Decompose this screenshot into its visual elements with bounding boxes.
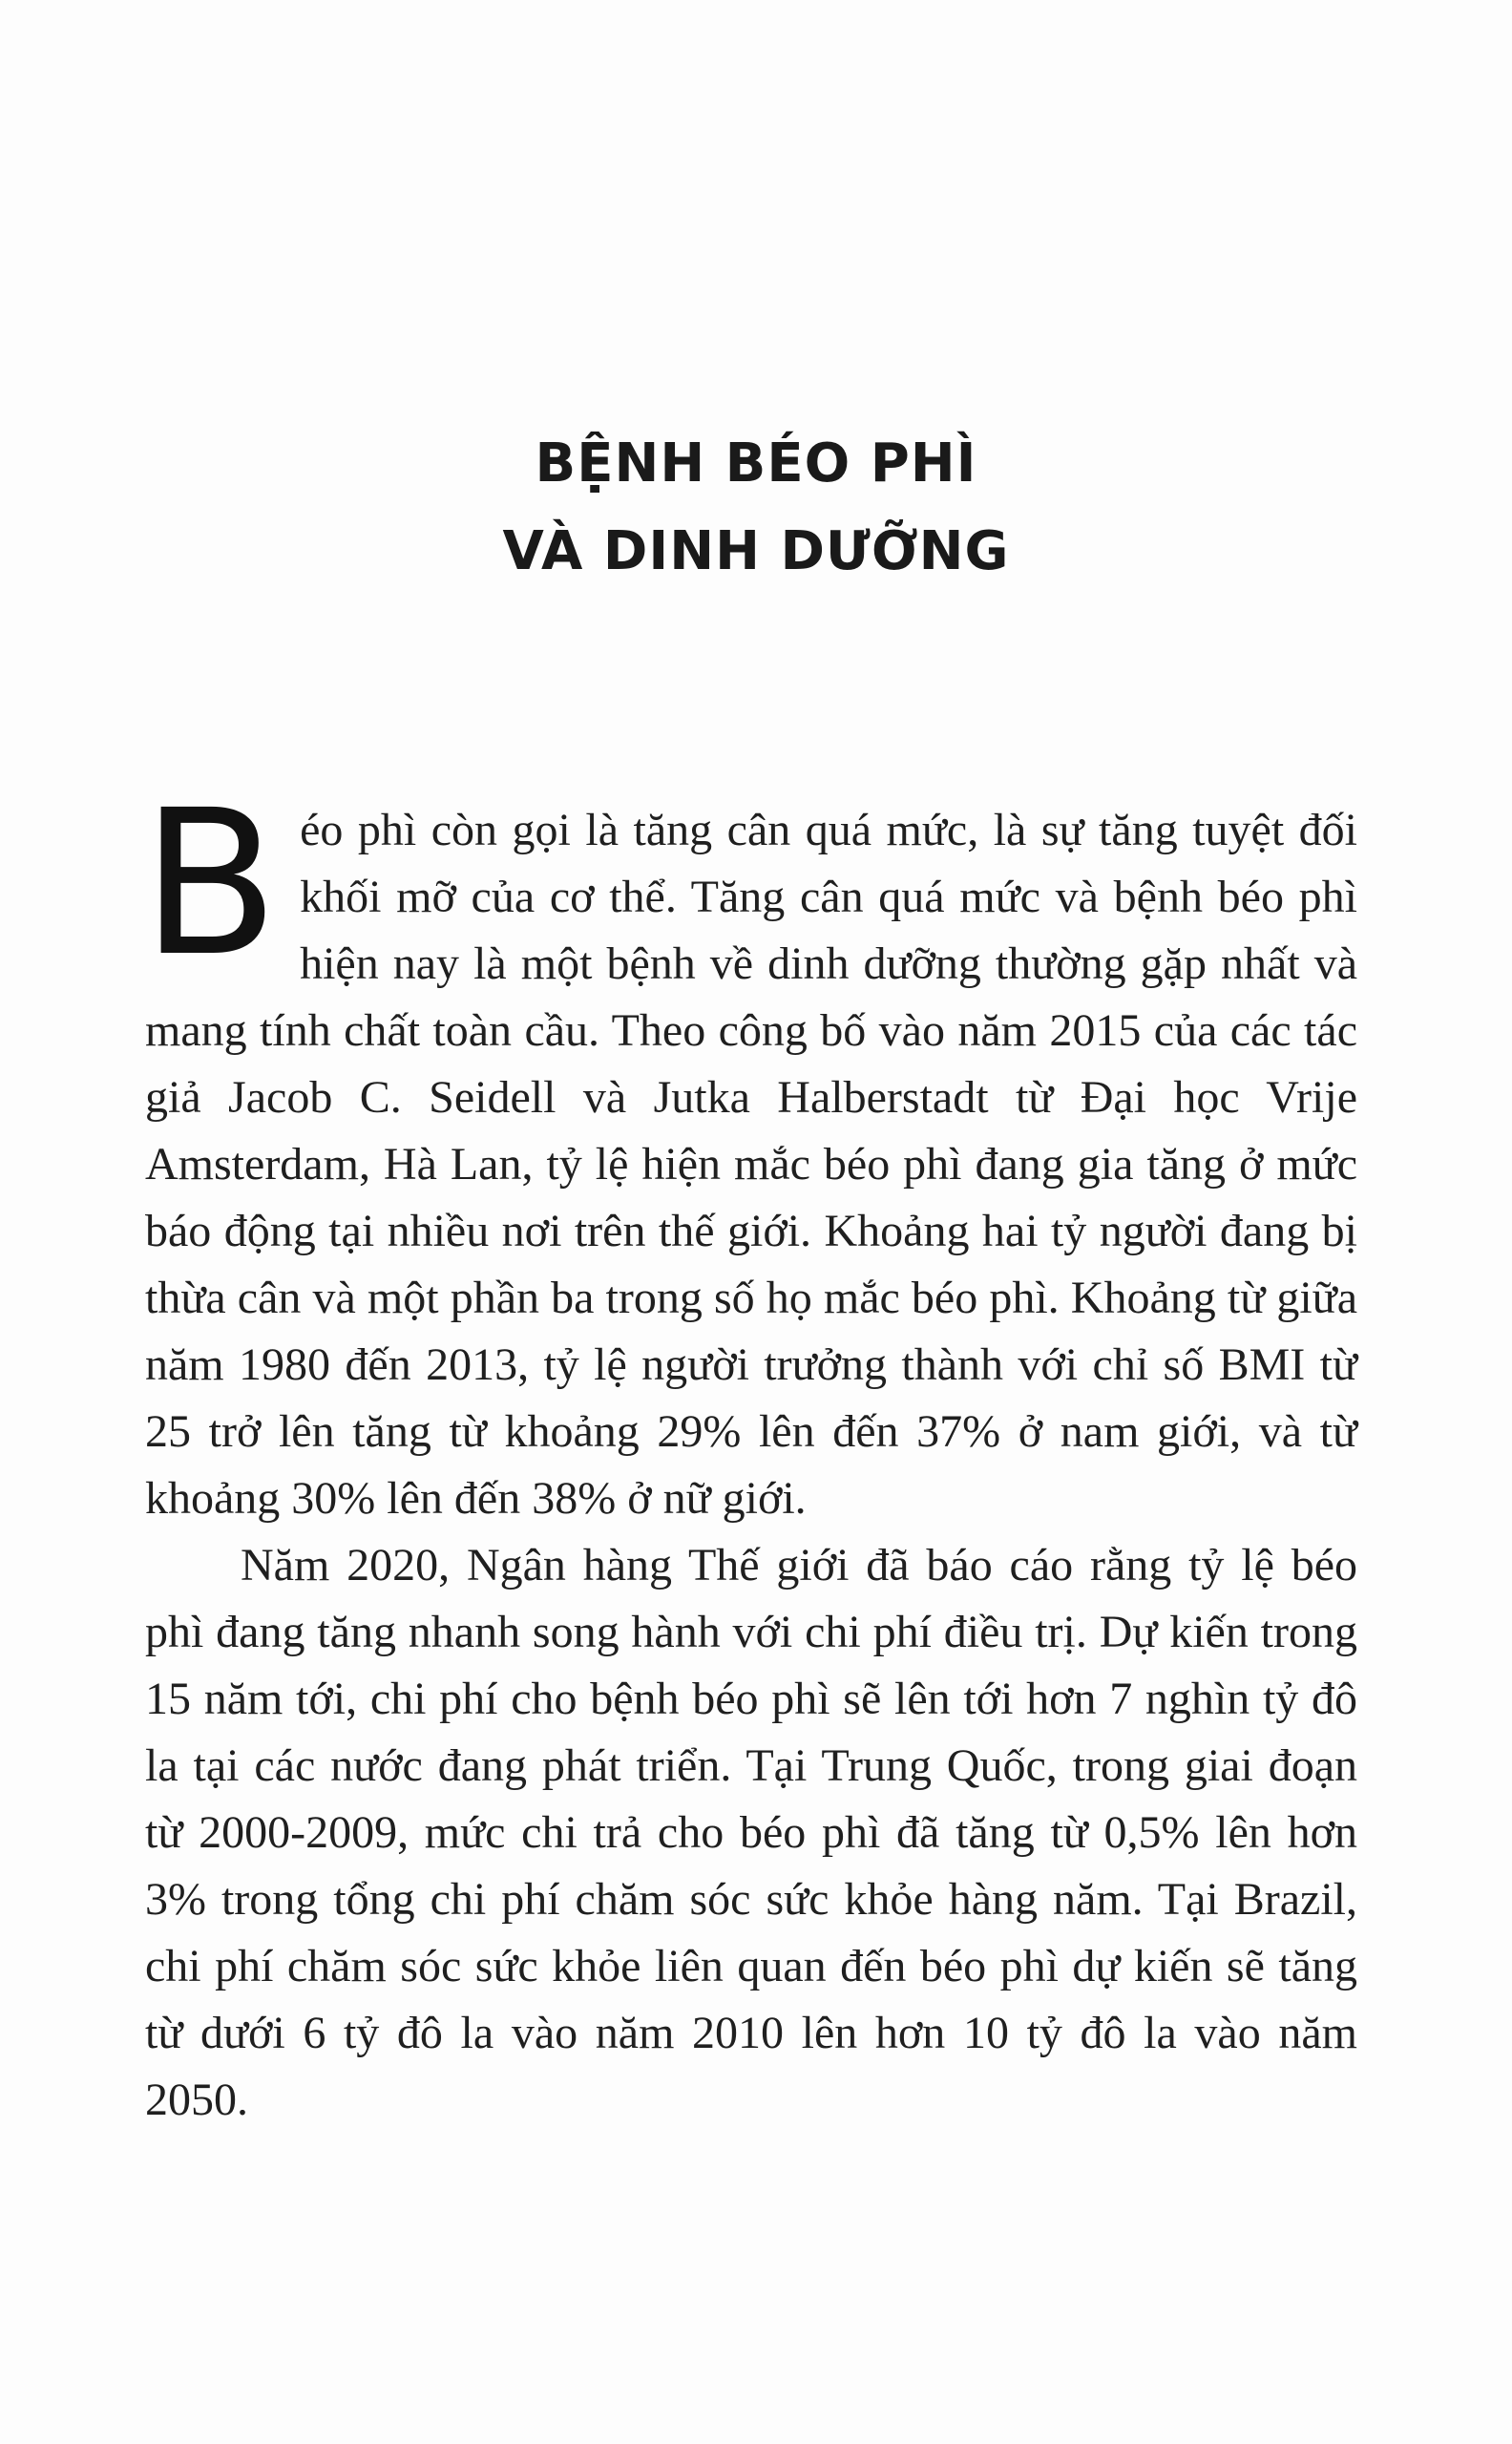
paragraph-1-text: éo phì còn gọi là tăng cân quá mức, là sự tăng tuyệt đối khối mỡ của cơ thể. Tăng cân quá mức và bệnh béo phì hiện nay là một bệnh về dinh dưỡng thường gặp nhất và mang tính chất toàn cầu. Theo công bố vào năm 2015 của các tác giả Jacob C. Seidell và Jutka Halberstadt từ Đại học Vrije Amsterdam, Hà Lan, tỷ lệ hiện mắc béo phì đang gia tăng ở mức báo động tại nhiều nơi trên thế giới. Khoảng hai tỷ người đang bị thừa cân và một phần ba trong số họ mắc béo phì. Khoảng từ giữa năm 1980 đến 2013, tỷ lệ người trưởng thành với chỉ số BMI từ 25 trở lên tăng từ khoảng 29% lên đến 37% ở nam giới, và từ khoảng 30% lên đến 38% ở nữ giới. xyxy=(145,805,1357,1524)
chapter-body xyxy=(141,767,1357,2134)
paragraph-2: Năm 2020, Ngân hàng Thế giới đã báo cáo rằng tỷ lệ béo phì đang tăng nhanh song hành với chi phí điều trị. Dự kiến trong 15 năm tới, chi phí cho bệnh béo phì sẽ lên tới hơn 7 nghìn tỷ đô la tại các nước đang phát triển. Tại Trung Quốc, trong giai đoạn từ 2000-2009, mức chi trả cho béo phì đã tăng từ 0,5% lên hơn 3% trong tổng chi phí chăm sóc sức khỏe hàng năm. Tại Brazil, chi phí chăm sóc sức khỏe liên quan đến béo phì dự kiến sẽ tăng từ dưới 6 tỷ đô la vào năm 2010 lên hơn 10 tỷ đô la vào năm 2050. xyxy=(145,1540,1357,2125)
paragraph-1 xyxy=(141,767,1357,1532)
chapter-title-line-2: VÀ DINH DƯỠNG xyxy=(502,520,1010,582)
chapter-title-line-1: BỆNH BÉO PHÌ xyxy=(535,432,977,495)
chapter-title xyxy=(0,420,1512,596)
drop-cap: B xyxy=(141,767,280,1001)
